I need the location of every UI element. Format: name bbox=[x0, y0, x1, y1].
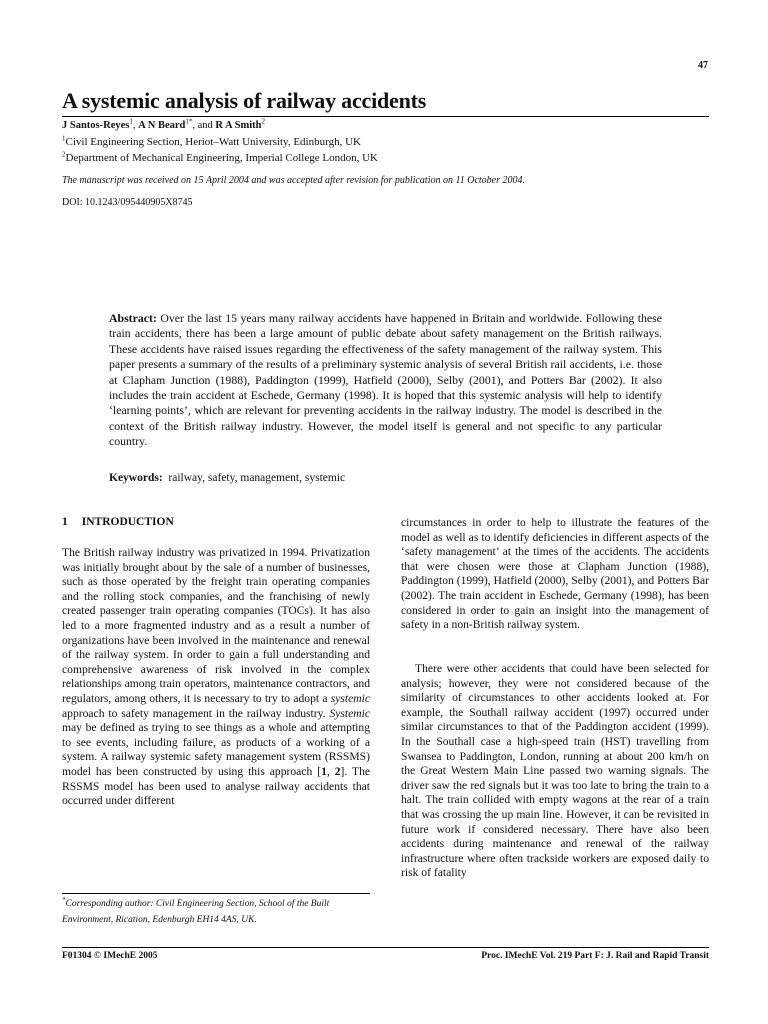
author-name: J Santos-Reyes bbox=[62, 120, 130, 131]
reference-link[interactable]: 1 bbox=[321, 764, 327, 778]
affiliation-mark: 1 bbox=[62, 134, 66, 143]
footer-journal: Proc. IMechE Vol. 219 Part F: J. Rail and Rapid Transit bbox=[481, 951, 709, 961]
paragraph-text: ]. The RSSMS model has been used to analyse railway accidents that occurred under different bbox=[62, 764, 371, 808]
abstract-text: Over the last 15 years many railway accidents have happened in Britain and worldwide. Following these train accidents, there has been a large amount of public debate about safety management on the British railways. These accidents have raised issues regarding the effectiveness of the safety management of the railway system. This paper presents a summary of the results of a preliminary systemic analysis of several British rail accidents, i.e. those at Clapham Junction (1988), Paddington (1999), Hatfield (2000), Selby (2001), and Potters Bar (2002). It also includes the train accident at Eschede, Germany (1998). It is hoped that this systemic analysis will help to identify ‘learning points’, which are relevant for preventing accidents in the railway industry. The model is described in the context of the British railway industry. However, the model itself is general and not specific to any particular country. bbox=[109, 311, 662, 449]
keywords-text: railway, safety, management, systemic bbox=[168, 472, 346, 484]
affiliation-text: Department of Mechanical Engineering, Imperial College London, UK bbox=[65, 152, 378, 164]
author-separator: , and bbox=[192, 120, 216, 131]
section-heading bbox=[62, 516, 174, 528]
abstract bbox=[109, 311, 662, 450]
title-rule bbox=[62, 116, 709, 117]
author-line bbox=[62, 117, 266, 131]
author-name: R A Smith bbox=[215, 120, 262, 131]
emphasis-text: systemic bbox=[330, 691, 370, 705]
author-separator: , bbox=[132, 120, 139, 131]
paragraph-text: , bbox=[326, 764, 335, 778]
received-note: The manuscript was received on 15 April 2004 and was accepted after revision for publication on 11 October 2004. bbox=[62, 175, 526, 186]
footnote bbox=[62, 896, 370, 928]
author-affiliation-mark: 1 bbox=[129, 117, 133, 126]
footer-rule bbox=[62, 947, 709, 948]
reference-link[interactable]: 2 bbox=[334, 764, 341, 778]
paragraph bbox=[62, 546, 370, 809]
author-name: A N Beard bbox=[138, 120, 186, 131]
paper-title: A systemic analysis of railway accidents bbox=[62, 88, 427, 113]
affiliation-text: Civil Engineering Section, Heriot–Watt University, Edinburgh, UK bbox=[65, 136, 361, 148]
emphasis-text: Systemic bbox=[329, 706, 370, 720]
keywords bbox=[109, 472, 345, 484]
paragraph-text: may be defined as trying to see things as a whole and attempting to see events, including failure, as products of a working of a system. A railway systemic safety management system (RSSMS) model has been constructed by using this approach [ bbox=[62, 721, 370, 778]
affiliation bbox=[62, 152, 378, 164]
doi: DOI: 10.1243/095440905X8745 bbox=[62, 197, 193, 208]
affiliation-mark: 2 bbox=[62, 150, 66, 159]
author-affiliation-mark: 1* bbox=[185, 117, 193, 126]
footnote-mark: * bbox=[62, 895, 66, 904]
author-affiliation-mark: 2 bbox=[261, 117, 266, 126]
abstract-label: Abstract: bbox=[109, 311, 157, 325]
section-title: INTRODUCTION bbox=[81, 516, 174, 528]
affiliation bbox=[62, 136, 361, 148]
footnote-text: Corresponding author: Civil Engineering Section, School of the Built Environment, Rication, Edenburgh EH14 4AS, UK. bbox=[62, 899, 330, 925]
paragraph: There were other accidents that could have been selected for analysis; however, they were not considered because of the similarity of circumstances to other accidents looked at. For example, the Southall railway accident (1997) occurred under similar circumstances to that of the Paddington accident (1999). In the Southall case a high-speed train (HST) travelling from Swansea to Paddington, London, running at about 200 km/h on the Great Western Main Line passed two warning signals. The driver saw the red signals but it was too late to bring the train to a halt. The train collided with empty wagons at the rear of a train that was crossing the up main line. However, it can be revisited in future work if considered necessary. There have also been accidents during maintenance and renewal of the railway infrastructure where often trackside workers are exposed daily to risk of fatality bbox=[401, 662, 709, 880]
keywords-label: Keywords: bbox=[109, 472, 163, 484]
paragraph-text: The British railway industry was privatized in 1994. Privatization was initially brought about by the sale of a number of businesses, such as those operated by the freight train operating companies and the rolling stock companies, and the franchising of newly created passenger train operating companies (TOCs). It has also led to a more fragmented industry and as a result a number of organizations have been involved in the maintenance and renewal of the railway system. In order to gain a full understanding and comprehensive awareness of risk involved in the complex relationships among train operators, maintenance contractors, and regulators, among others, it is necessary to try to adopt a bbox=[62, 546, 370, 705]
page-number: 47 bbox=[698, 60, 708, 71]
footer-copyright: F01304 © IMechE 2005 bbox=[62, 951, 158, 961]
section-number: 1 bbox=[62, 516, 68, 528]
footnote-rule bbox=[62, 893, 370, 894]
paragraph: circumstances in order to help to illustrate the features of the model as well as to identify deficiencies in different aspects of the ‘safety management’ at the times of the accidents. The accidents that were chosen were those at Clapham Junction (1988), Paddington (1999), Hatfield (2000), Selby (2001), and Potters Bar (2002). The train accident in Eschede, Germany (1998), has been considered in order to gain an insight into the management of safety in a non-British railway system. bbox=[401, 516, 709, 632]
paragraph-text: approach to safety management in the railway industry. bbox=[62, 706, 330, 720]
